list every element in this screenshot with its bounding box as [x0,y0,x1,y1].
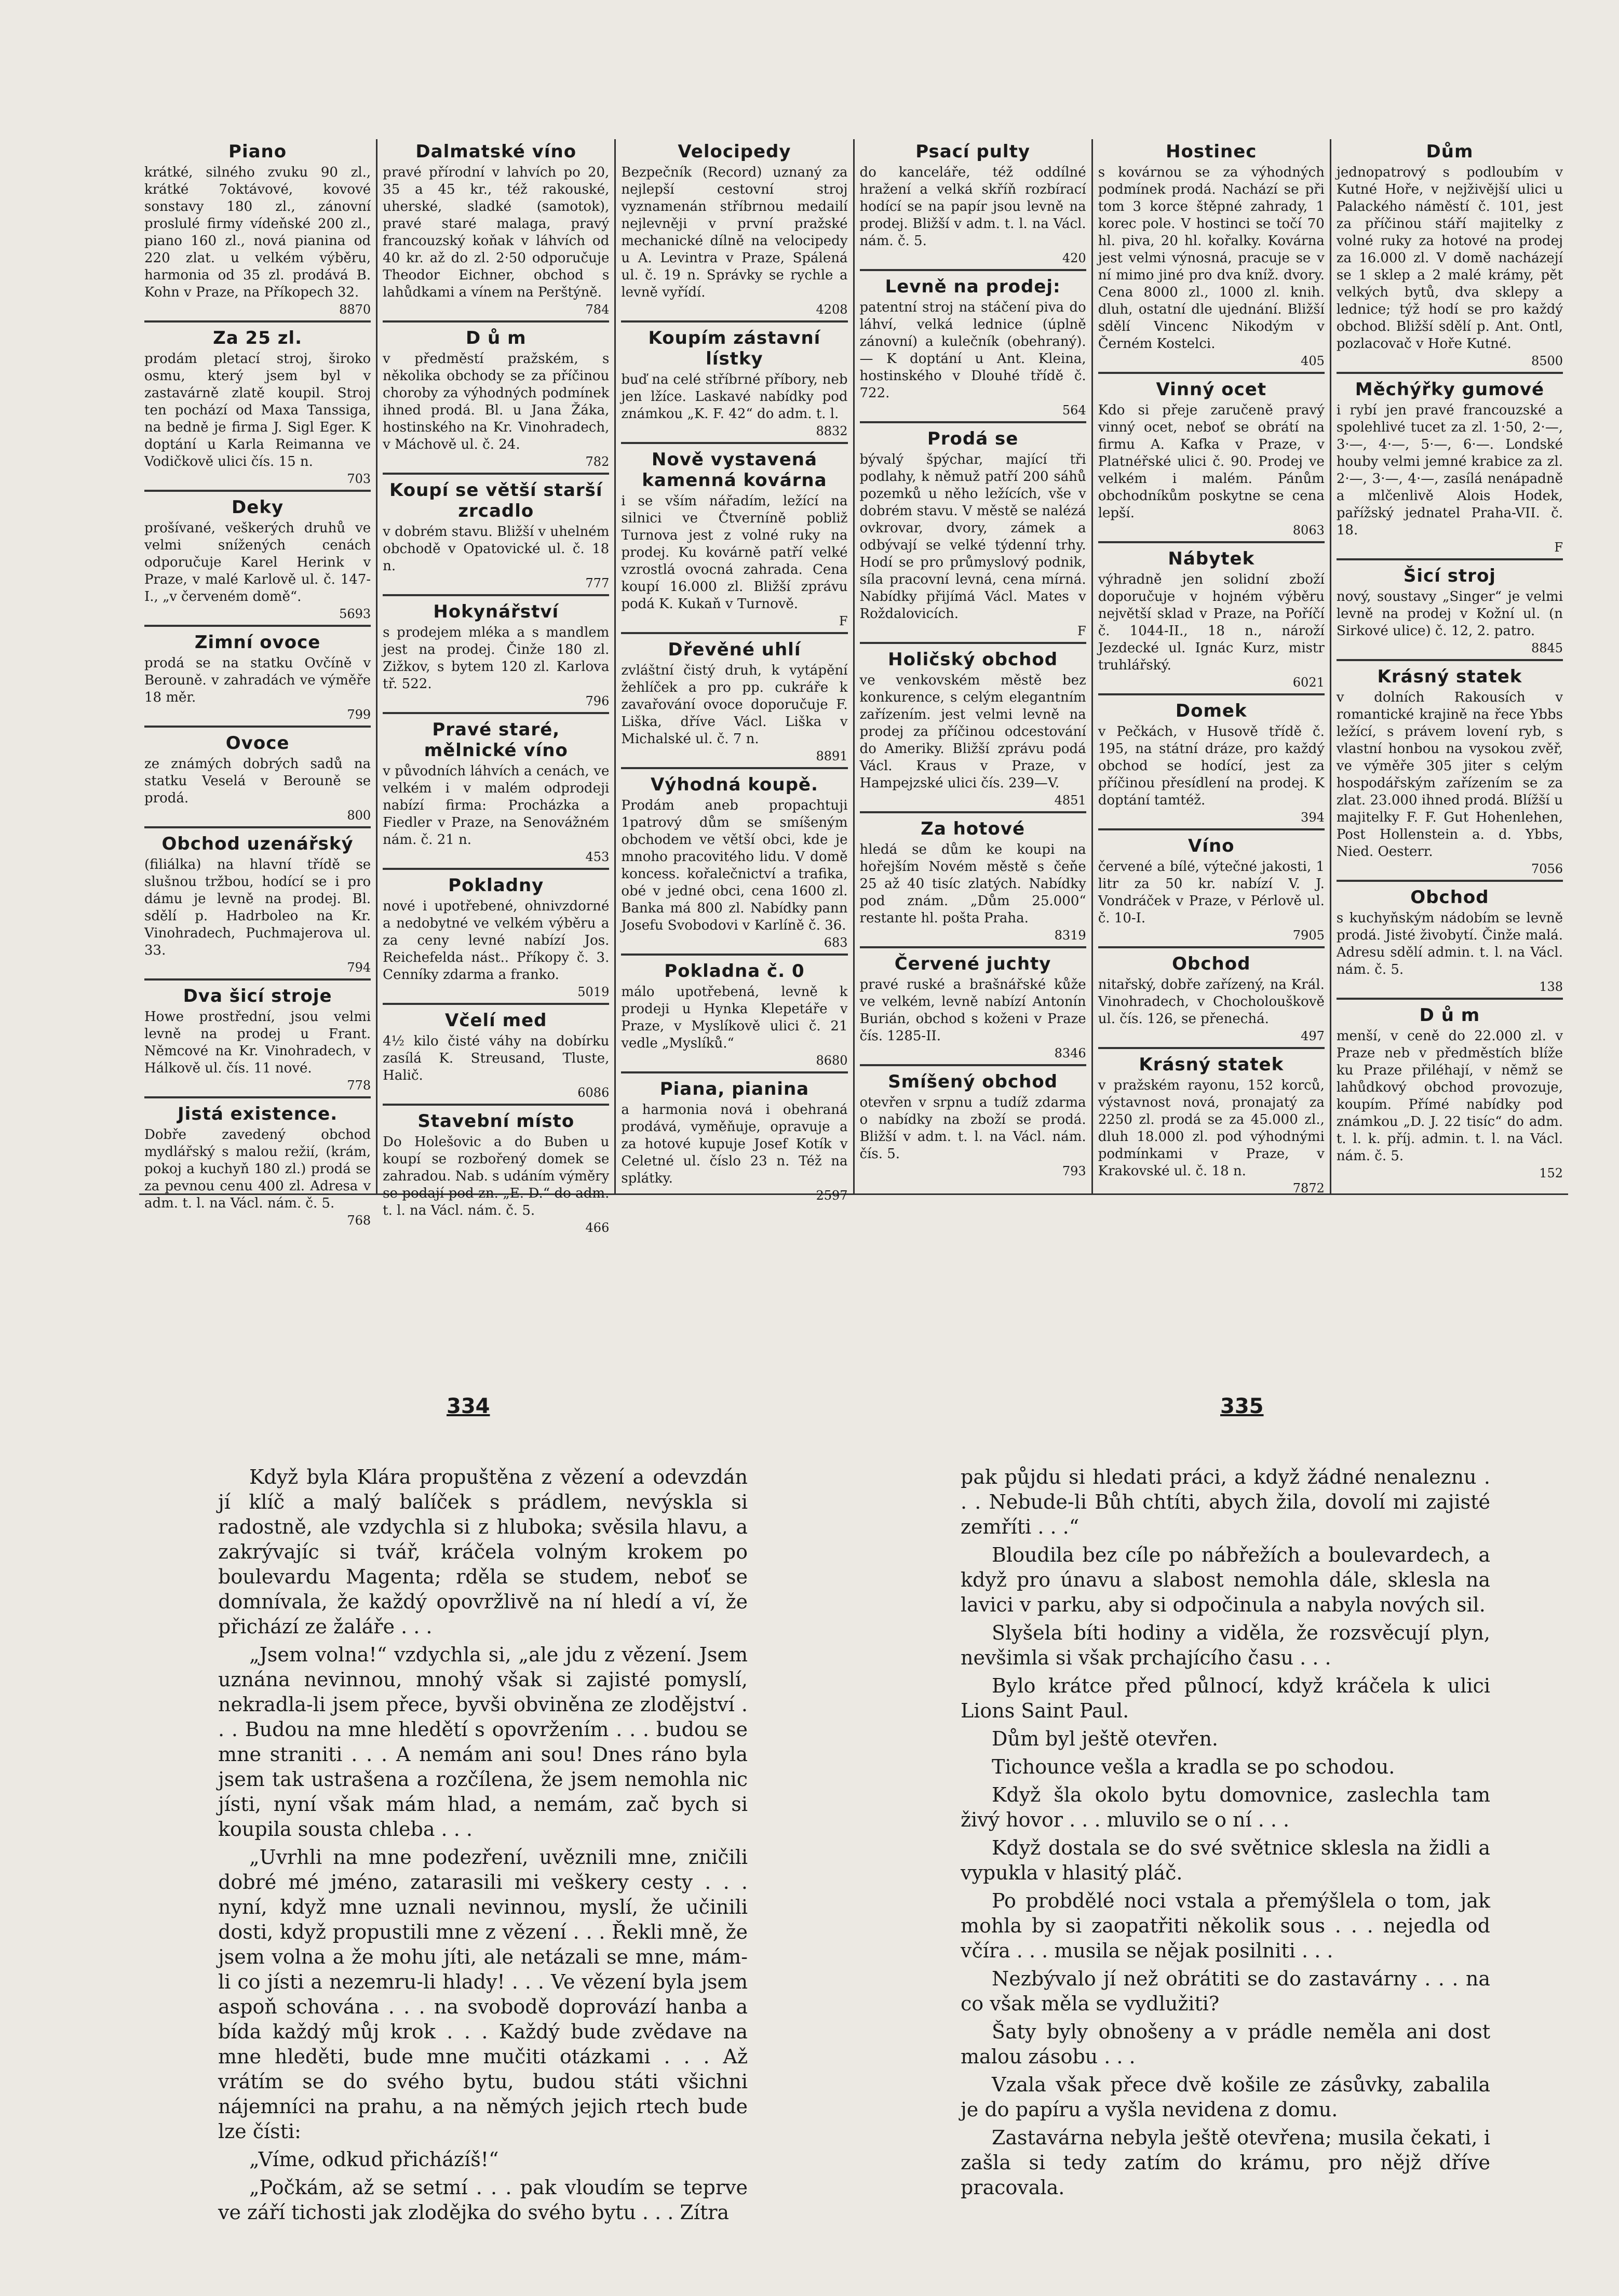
ad-heading: Piano [228,141,287,162]
story-text-right [961,1465,1490,2203]
classified-ads [139,139,1568,1235]
ad-body-text: nový, soustavy „Singer“ je velmi levně na prodej v Kožní ul. (n Sirkové ulice) č. 12, 2. patro. [1336,589,1563,639]
ad-body-text: s prodejem mléka a s mandlem jest na prodej. Činže 180 zl. Zižkov, s bytem 120 zl. Karlova tř. 522. [383,625,610,692]
classified-ad [860,141,1086,267]
classified-ad [1337,659,1563,878]
ad-heading: Holičský obchod [888,649,1058,670]
classified-ad [144,978,371,1094]
ad-body-text: Kdo si přeje zaručeně pravý vinný ocet, neboť se obrátí na firmu A. Kafka v Praze, v Platnéřské ulici č. 90. Prodej ve velkém i malém. Pánům obchodníkům poskytne se cena lepší. [1098,402,1325,521]
ad-body-text: menší, v ceně do 22.000 zl. v Praze neb v předměstích blíže ku Praze přiléhají, v němž se lahůdkový obchod provozuje, koupím. Přímé nabídky pod známkou „D. J. 22 tisíc“ do adm. t. l. k. příj. admin. t. l. na Václ. nám. č. 5. [1336,1028,1563,1164]
ad-body [144,756,371,824]
ad-heading: Hostinec [1166,141,1257,162]
ad-body [1098,571,1325,691]
classified-ad [144,320,371,488]
classified-ad [860,946,1086,1062]
ad-heading: Velocipedy [678,141,791,162]
ad-heading: Domek [1175,701,1247,721]
ad-column [853,139,1091,1193]
ad-heading: Koupím zástavní lístky [648,328,821,369]
ad-code: 4208 [816,302,848,317]
ad-heading: Měchýřky gumové [1355,379,1545,400]
page-number-left: 334 [447,1394,490,1418]
classified-ad [144,490,371,623]
ad-code: 5019 [577,985,610,999]
classified-ad [621,1071,847,1204]
ad-body [383,624,609,710]
ad-body-text: v Pečkách, v Husově třídě č. 195, na státní dráze, pro každý obchod se hodící, jest za příčinou přesídlení na prodej. K doptání tamtéž. [1098,724,1325,808]
story-paragraph: Šaty byly obnošeny a v prádle neměla ani dost malou zásobu . . . [961,2020,1490,2068]
ad-body-text: v dobrém stavu. Bližší v uhelném obchodě v Opatovické ul. č. 18 n. [383,524,610,574]
ad-code: F [839,614,848,628]
ad-heading: Zimní ovoce [194,632,321,653]
ad-heading: D ů m [465,328,527,348]
ad-code: 8500 [1531,354,1563,368]
story-paragraph: Bylo krátce před půlnocí, když kráčela k ulici Lions Saint Paul. [961,1674,1490,1722]
ad-code: 8832 [816,424,848,438]
classified-ad [383,1003,609,1102]
ad-heading: Šicí stroj [1403,566,1496,586]
story-paragraph: Když byla Klára propuštěna z vězení a odevzdán jí klíč a malý balíček s prádlem, nevýskla si radostně, ale vzdychla si z hluboka; svěsila hlavu, a zakrývajíc si tvář, kráčela volným krokem po boulevardu Magenta; rděla se studem, neboť se domnívala, že každý opovržlivě na ní hledí a ví, že přichází ze žaláře . . . [218,1466,748,1638]
ad-heading: Vinný ocet [1156,379,1267,400]
ad-column [1091,139,1330,1196]
ad-body-text: nové i upotřebené, ohnivzdorné a nedobytné ve velkém výběru a za ceny levné nabízí Jos. Reichefelda nást.. Příkopy č. 3. Cenníky zdarma a franko. [383,898,610,983]
ad-heading: Obchod uzenářský [161,834,354,854]
ad-body [383,1033,609,1102]
ad-body-text: a harmonia nová i obehraná prodává, vyměňuje, opravuje a za hotové kupuje Josef Kotík v Celetné ul. číslo 23 n. Též na splátky. [621,1102,848,1186]
ad-body-text: prodá se na statku Ovčíně v Berouně. v zahradách ve výměře 18 měr. [144,655,371,705]
classified-ad [383,473,609,592]
ad-code: 796 [585,694,610,708]
ad-body [144,1126,371,1229]
page-number-right: 335 [1220,1394,1264,1418]
classified-ad [1098,1047,1325,1197]
ad-body-text: otevřen v srpnu a tudíž zdarma o nabídky na zboží se prodá. Bližší v adm. t. l. na Václ. nám. čís. 5. [859,1095,1086,1162]
story-paragraph: Dům byl ještě otevřen. [992,1727,1218,1750]
ad-code: 152 [1539,1166,1563,1180]
ad-heading: Psací pulty [915,141,1030,162]
ad-body-text: výhradně jen solidní zboží doporučuje v hojném výběru největší sklad v Praze, na Poříčí č. 1044-II., 18 n., nároží Jezdecké ul. Ignác Kurz, mistr truhlářský. [1098,572,1325,673]
story-paragraph: Slyšela bíti hodiny a viděla, že rozsvěcují plyn, nevšimla si však prchajícího času . . . [961,1621,1490,1669]
ad-body [621,371,847,440]
ad-body-text: červené a bílé, výtečné jakosti, 1 litr za 50 kr. nabízí V. J. Vondráček v Praze, v Pérlově ul. č. 10-I. [1098,859,1325,926]
ad-body-text: Do Holešovic a do Buben u koupí se rozbořený domek se zahradou. Nab. s udáním výměry se podají pod zn. „E. D.“ do adm. t. l. na Václ. nám. č. 5. [383,1134,610,1218]
ad-body [621,797,847,951]
ad-heading: Včelí med [445,1010,547,1031]
ad-code: F [1554,540,1563,555]
ad-body-text: s kuchyňským nádobím se levně prodá. Jisté živobytí. Činže malá. Adresu sdělí admin. t. l. na Václ. nám. č. 5. [1336,910,1563,977]
ad-body [1337,689,1563,878]
ad-heading: Piana, pianina [659,1079,810,1099]
ad-body [1337,164,1563,370]
ad-body [1098,976,1325,1045]
story-paragraph: pak půjdu si hledati práci, a když žádné nenaleznu . . . Nebude-li Bůh chtíti, abych žila, dovolí mi zajisté zemříti . . .“ [961,1466,1490,1538]
ad-heading: Krásný statek [1377,666,1522,687]
story-paragraph: „Jsem volna!“ vzdychla si, „ale jdu z vězení. Jsem uznána nevinnou, mnohý však si zajisté pomyslí, nekradla-li jsem přece, byvši obviněna ze zlodějství . . . Budou na mne hledětí s opovržením . . . budou se mne straniti . . . A nemám ani sou! Dnes ráno byla jsem tak ustrašena a rozčílena, že jsem nemohla nic jísti, nyní však mám hlad, a nemám, zač bych si koupila sousta chleba . . . [218,1643,748,1841]
classified-ad [1337,372,1563,556]
ad-body [144,856,371,976]
story-paragraph: Když šla okolo bytu domovnice, zaslechla tam živý hovor . . . mluvilo se o ní . . . [961,1783,1490,1831]
ad-body [860,299,1086,419]
ad-heading: Krásný statek [1139,1054,1284,1075]
classified-ad [144,826,371,976]
classified-ad [1337,141,1563,370]
classified-ad [621,442,847,630]
ad-code: 794 [347,960,371,975]
classified-ad [621,954,847,1069]
ad-code: 8845 [1531,641,1563,655]
ad-code: 6086 [577,1085,610,1100]
ad-body-text: pravé přírodní v lahvích po 20, 35 a 45 kr., též rakouské, uherské, sladké (samotok), pravé staré malaga, pravý francouzský koňak v láhvích od 40 kr. až do zl. 2·50 odporučuje Theodor Eichner, obchod s lahůdkami a vínem na Perštýně. [383,165,610,300]
ad-heading: Dům [1426,141,1474,162]
ad-body [860,1094,1086,1180]
ad-body-text: bývalý špýchar, mající tři podlahy, k němuž patří 200 sáhů pozemků u něho ležících, vše v dobrém stavu. V městě se nalézá ovkrovar, dvory, zámek a odbývají se velké týdenní trhy. Hodí se pro průmyslový podnik, síla pracovní levná, cena mírná. Nabídky přijímá Václ. Mates v Roždalovicích. [859,452,1086,622]
ad-code: 4851 [1054,793,1086,808]
ad-body [860,976,1086,1062]
ad-code: 8063 [1292,523,1325,538]
ad-heading: Stavební místo [417,1111,575,1132]
ad-body [621,164,847,318]
ad-heading: Nábytek [1168,548,1255,569]
ad-heading: Červené juchty [894,954,1051,974]
story-text-left [218,1465,748,2228]
ad-body [383,164,609,318]
classified-ad [383,712,609,866]
classified-ad [621,767,847,951]
ad-body-text: Dobře zavedený obchod mydlářský s malou režií, (krám, pokoj a kuchyň 180 zl.) prodá se za pevnou cenu 400 zl. Adresa v adm. t. l. na Václ. nám. č. 5. [144,1127,371,1211]
ad-heading: Dřevěné uhlí [668,639,801,660]
ad-code: 8319 [1054,928,1086,943]
classified-ad [1337,998,1563,1182]
ad-body-text: jednopatrový s podloubím v Kutné Hoře, v nejživější ulici u Palackého náměstí č. 101, jest za příčinou stáří majitelky z volné ruky za hotové na prodej za 16.000 zl. V domě nacházejí se 1 sklep a 2 malé krámy, pět velkých bytů, dva sklepy a lednice; týž hodí se pro každý obchod. Bližší sdělí p. Ant. Ontl, pozlacovač v Hoře Kutné. [1336,165,1563,352]
ad-code: 784 [585,302,610,317]
ad-heading: Dva šicí stroje [183,986,332,1006]
ad-body [383,523,609,592]
ad-body [621,493,847,630]
ad-body [1337,402,1563,556]
ad-heading: Levně na prodej: [885,276,1061,297]
ad-body [1337,1028,1563,1182]
ad-body-text: málo upotřebená, levně k prodeji u Hynka Klepetáře v Praze, v Myslíkově ulici č. 21 vedle „Myslíků.“ [621,984,848,1051]
classified-ad [144,1096,371,1229]
ad-column [139,139,376,1228]
ad-body [144,655,371,723]
ad-body-text: v dolních Rakousích v romantické krajině na řece Ybbs ležící, s právem lovení ryb, s vlastní honbou na vysokou zvěř, ve výměře 305 jiter s celým hospodářským zařízením se za zlat. 23.000 ihned prodá. Blížší u majitelky F. F. Gut Hohenlehen, Post Hollenstein a. d. Ybbs, Nied. Oesterr. [1336,690,1563,860]
ad-heading: Pokladna č. 0 [664,961,805,982]
ad-code: 405 [1301,354,1325,368]
ad-heading: Ovoce [225,733,290,754]
ad-heading: Hokynářství [433,601,559,622]
ad-code: 8891 [816,749,848,763]
ad-column [1330,139,1568,1193]
ad-heading: Obchod [1172,954,1251,974]
ad-body [1098,164,1325,370]
classified-ad [621,632,847,765]
ad-code: 768 [347,1213,371,1228]
story-paragraph: Bloudila bez cíle po nábřežích a boulevardech, a když pro únavu a slabost nemohla dále, sklesla na lavici v parku, aby si odpočinula a nabyla nových sil. [961,1543,1490,1616]
ad-body [860,672,1086,809]
ad-body [383,898,609,1001]
ad-code: 453 [585,850,610,864]
ad-body-text: prodám pletací stroj, široko osmu, který jsem byl v zastavárně zlatě koupil. Stroj ten pochází od Maxa Tanssiga, na bedně je firma J. Sigl Eger. K doptání u Karla Reimanna ve Vodičkově ulici čís. 15 n. [144,351,371,469]
ad-code: 8870 [339,302,371,317]
ad-body-text: 4½ kilo čisté váhy na dobírku zasílá K. Streusand, Tluste, Halič. [383,1033,610,1083]
story-paragraph: Zastavárna nebyla ještě otevřena; musila čekati, i zašla si tedy zatím do krámu, pro nějž dříve pracovala. [961,2126,1490,2199]
ad-body-text: v předměstí pražském, s několika obchody se za příčinou choroby za výhodných podmínek ihned prodá. Bl. u Jana Žáka, hostinského na Kr. Vinohradech, v Máchově ul. č. 24. [383,351,610,452]
ad-body-text: ve venkovském městě bez konkurence, s celým elegantním zařízením. jest velmi levně na prodej za příčinou odcestování do Ameriky. Bližší zprávu podá Václ. Kraus v Praze, v Hampejzské ulici čís. 239—V. [859,673,1086,791]
ad-heading: Pravé staré, mělnické víno [424,719,568,761]
ad-body [621,984,847,1069]
classified-ad [860,642,1086,809]
ad-heading: Koupí se větší starší zrcadlo [389,480,603,521]
ad-body [1098,1077,1325,1197]
story-paragraph: Po probdělé noci vstala a přemýšlela o tom, jak mohla by si zaopatřiti několik sous . . . nejedla od včíra . . . musila se nějak posilniti . . . [961,1889,1490,1962]
ad-body [144,351,371,488]
ad-body [860,841,1086,944]
classified-ad [860,421,1086,640]
ad-body-text: i se vším nářadím, ležící na silnici ve Čtverníně pobliž Turnova jest z volné ruky na prodej. Ku kovárně patří velké vzrostlá ovocná zahrada. Cena koupí 16.000 zl. Bližší zprávu podá K. Kukaň v Turnově. [621,493,848,612]
ad-code: 138 [1539,979,1563,994]
ad-body-text: i rybí jen pravé francouzské a spolehlivé tucet za zl. 1·50, 2·—, 3·—, 4·—, 5·—, 6·—. Londské houby velmi jemné krabice za zl. 2·—, 3·—, 4·—, zasílá nenápadně a mlčenlivě Alois Hodek, pařížský jednatel Praha-VII. č. 18. [1336,402,1563,538]
ad-body-text: Prodám aneb propachtuji 1patrový dům se smíšeným obchodem ve větší obci, kde je mnoho pracovitého lidu. V domě koncess. kořalečnictví a trafika, obé v jedné obci, cena 1600 zl. Banka má 800 zl. Nabídky pann Josefu Svobodovi v Karlíně č. 36. [621,798,848,933]
classified-ad [860,269,1086,419]
classified-ad [383,594,609,710]
ad-body-text: s kovárnou se za výhodných podmínek prodá. Nachází se při tom 3 korce štěpné zahrady, 1 korec pole. V hostinci se točí 70 hl. piva, 20 hl. kořalky. Kovárna jest velmi výnosná, pracuje se v ní mimo jiné pro dva kníž. dvory. Cena 8000 zl., 1000 zl. knih. dluh, ostatní dle ujednání. Bližší sdělí Vincenc Nikodým v Černém Kostelci. [1098,165,1325,352]
ad-code: 777 [585,576,610,590]
ad-code: 2597 [816,1188,848,1203]
ad-heading: Prodá se [927,428,1019,449]
story-paragraph: Nezbývalo jí než obrátiti se do zastavárny . . . na co však měla se vydlužiti? [961,1967,1490,2015]
ad-body [621,1102,847,1204]
story-paragraph: Tichounce vešla a kradla se po schodou. [992,1755,1395,1778]
ad-body [144,1009,371,1094]
classified-ad [1098,693,1325,826]
ad-body [1337,910,1563,996]
ad-heading: Za hotové [921,818,1026,839]
ad-code: 703 [347,472,371,486]
ad-code: 683 [824,935,848,950]
classified-ad [621,320,847,440]
classified-ad [383,868,609,1001]
ad-body [383,1134,609,1237]
ad-body-text: pravé ruské a brašnářské kůže ve velkém, levně nabízí Antonín Burián, obchod s koženi v Praze čís. 1285-II. [859,977,1086,1044]
ad-body-text: v pražském rayonu, 152 korců, výstavnost nová, pronajatý za 2250 zl. prodá se za 45.000 zl., dluh 18.000 zl. pod výhodnými podmínkami v Praze, v Krakovské ul. č. 18 n. [1098,1078,1325,1179]
ad-code: 7905 [1292,928,1325,943]
ad-body-text: patentní stroj na stáčení piva do láhví, velká lednice (úplně zánovní) a kulečník (obehraný). — K doptání u Ant. Kleina, hostinského v Dlouhé třídě č. 722. [859,300,1086,401]
story-paragraph: „Počkám, až se setmí . . . pak vloudím se teprve ve září tichosti jak zlodějka do svého bytu . . . Zítra [218,2176,748,2224]
ad-body [144,520,371,623]
story-paragraph: „Uvrhli na mne podezření, uvěznili mne, zničili dobré mé jméno, zatarasili mi veškery cesty . . . nyní, když mne uznali nevinnou, myslí, že učinili dosti, když propustili mne z vězení . . . Řekli mně, že jsem volna a že mohu jíti, ale netázali se mne, mám-li co jísti a nezemru-li hlady! . . . Ve vězení byla jsem aspoň schována . . . na svobodě doprovází hanba a bída každý můj krok . . . Každý bude zvědave na mne hleděti, bude mne mučiti otázkami . . . Až vrátím se do svého bytu, budou státi všichni nájemníci na prahu, a na němých jejich rtech bude lze čísti: [218,1846,748,2143]
classified-ad [144,141,371,318]
ad-code: 793 [1062,1164,1086,1178]
ad-column [614,139,853,1203]
ad-code: 7872 [1292,1181,1325,1196]
ad-body-text: do kanceláře, též oddílné hražení a velká skříň rozbírací hodící se na papír jsou levně na prodej. Bližší v adm. t. l. na Václ. nám. č. 5. [859,165,1086,249]
ad-body [1098,402,1325,539]
ad-code: 778 [347,1078,371,1093]
story-paragraph: Když dostala se do své světnice sklesla na židli a vypukla v hlasitý pláč. [961,1836,1490,1884]
ad-body [383,763,609,866]
ad-heading: D ů m [1419,1005,1480,1026]
ad-column [376,139,614,1235]
classified-ad [860,1064,1086,1180]
ad-code: 394 [1301,810,1325,825]
ad-heading: Dalmatské víno [415,141,577,162]
ad-code: 782 [585,454,610,469]
classified-ad [860,811,1086,944]
ad-code: 564 [1062,403,1086,418]
classified-ad [383,1104,609,1237]
classified-ad [144,625,371,723]
ad-heading: Pokladny [448,875,544,896]
ad-body-text: ze známých dobrých sadů na statku Veselá v Berouně se prodá. [144,756,371,806]
ad-heading: Obchod [1410,887,1489,908]
ad-body-text: prošívané, veškerých druhů ve velmi snížených cenách odporučuje Karel Herink v Praze, v malé Karlově ul. č. 147-I., „v červeném domě“. [144,520,371,605]
ad-body [1337,588,1563,657]
ad-body-text: zvláštní čistý druh, k vytápění žehlíček a pro pp. cukráře k zavařování ovoce doporučuje F. Liška, dříve Václ. Liška v Michalské ul. č. 7 n. [621,663,848,747]
ad-code: 497 [1301,1029,1325,1043]
ad-body [144,164,371,318]
ad-heading: Za 25 zl. [213,328,303,348]
ad-body-text: Bezpečník (Record) uznaný za nejlepší cestovní stroj vyznamenán stříbrnou medailí nejlevněji v první pražské mechanické dílně na velocipedy u A. Levintra v Praze, Spálená ul. č. 19 n. Správky se rychle a levně vyřídí. [621,165,848,300]
ad-code: 8680 [816,1053,848,1068]
ad-heading: Smíšený obchod [888,1071,1058,1092]
ad-body-text: hledá se dům ke koupi na hořejším Novém městě s čeňe 25 až 40 tisíc zlatých. Nabídky pod znám. „Dům 25.000“ restante hl. pošta Praha. [859,842,1086,926]
ad-code: 8346 [1054,1046,1086,1060]
ad-body [860,451,1086,640]
ad-code: 7056 [1531,862,1563,876]
ad-code: 799 [347,707,371,722]
ad-body [383,351,609,471]
ad-code: 5693 [339,607,371,621]
classified-ad [383,141,609,318]
ad-heading: Jistá existence. [178,1104,338,1124]
classified-ad [1098,946,1325,1045]
ad-body-text: (filiálka) na hlavní třídě se slušnou tržbou, hodící se i pro dámu je levně na prodej. Bl. sdělí p. Hadrboleo na Kr. Vinohradech, Puchmajerova ul. 33. [144,857,371,958]
ad-code: 800 [347,808,371,823]
classified-ad [144,726,371,824]
ad-body-text: Howe prostřední, jsou velmi levně na prodej u Frant. Němcové na Kr. Vinohradech, v Hálkově ul. čís. 11 nové. [144,1009,371,1076]
ad-code: 6021 [1292,675,1325,690]
classified-ad [1098,372,1325,539]
classified-ad [1337,558,1563,657]
ad-heading: Víno [1188,836,1235,856]
classified-ad [1337,880,1563,996]
ad-heading: Nově vystavená kamenná kovárna [642,449,827,491]
ad-body-text: v původních láhvích a cenách, ve velkém i v malém odprodeji nabízí firma: Procházka a Fiedler v Praze, na Senovážném nám. č. 21 n. [383,763,610,848]
story-paragraph: „Víme, odkud přicházíš!“ [249,2148,499,2171]
ad-code: F [1077,624,1086,638]
ad-body [860,164,1086,267]
classified-ad [1098,141,1325,370]
ad-body-text: buď na celé stříbrné příbory, neb jen lžíce. Laskavé nabídky pod známkou „K. F. 42“ do adm. t. l. [621,372,848,422]
story-paragraph: Vzala však přece dvě košile ze zásůvky, zabalila je do papíru a vyšla nevidena z domu. [961,2073,1490,2121]
ad-code: 420 [1062,251,1086,265]
classified-ad [1098,828,1325,944]
classified-ad [1098,541,1325,691]
ad-code: 466 [585,1220,610,1235]
ad-heading: Výhodná koupě. [650,774,818,795]
classified-ad [621,141,847,318]
ad-body-text: nitařský, dobře zařízený, na Král. Vinohradech, v Chocholouškově ul. čís. 126, se přenechá. [1098,977,1325,1027]
ad-heading: Deky [232,497,284,518]
ad-body [1098,723,1325,826]
ad-body-text: krátké, silného zvuku 90 zl., krátké 7oktávové, kovové sonstavy 180 zl., zánovní proslulé firmy vídeňské 200 zl., piano 160 zl., nová pianina od 220 zlat. u velkém výběru, harmonia od 35 zl. prodává B. Kohn v Praze, na Příkopech 32. [144,165,371,300]
ad-body [621,662,847,765]
classified-ad [383,320,609,471]
ad-body [1098,858,1325,944]
